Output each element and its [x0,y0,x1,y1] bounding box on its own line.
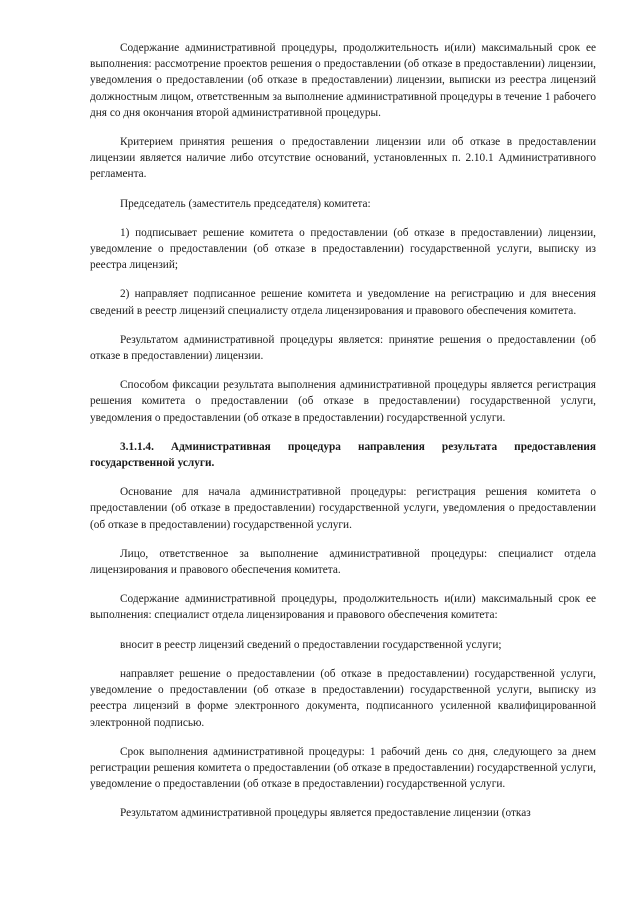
paragraph-decision-criterion: Критерием принятия решения о предоставлении лицензии или об отказе в предоставлении лицензии является наличие либо отсутствие оснований, установленных п. 2.10.1 Административного регламента. [90,136,596,181]
paragraph-responsible-person: Лицо, ответственное за выполнение административной процедуры: специалист отдела лицензирования и правового обеспечения комитета. [90,547,596,577]
paragraph-procedure-content-2: Содержание административной процедуры, продолжительность и(или) максимальный срок ее выполнения: специалист отдела лицензирования и правового обеспечения комитета: [90,593,596,622]
paragraph-deadline: Срок выполнения административной процедуры: 1 рабочий день со дня, следующего за днем регистрации решения комитета о предоставлении (об отказе в предоставлении) государственной услуги, уведомление о предоставлении (об отказе в предоставлении) государственной услуги. [90,745,596,791]
paragraph-chairman: Председатель (заместитель председателя) комитета: [120,197,371,210]
document-page [90,40,596,835]
paragraph-procedure-basis: Основание для начала административной процедуры: регистрация решения комитета о предоставлении (об отказе в предоставлении) государственной услуги, уведомления о предоставлении (об отказе в предоставлении) государственной услуги. [90,486,596,531]
paragraph-procedure-result: Результатом административной процедуры является: принятие решения о предоставлении (об отказе в предоставлении) лицензии. [90,333,596,363]
paragraph-chairman-item-1: 1) подписывает решение комитета о предоставлении (об отказе в предоставлении) лицензии, уведомление о предоставлении (об отказе в предоставлении) государственной услуги, выписку из реестра лицензий; [90,226,596,272]
paragraph-registry-entry: вносит в реестр лицензий сведений о предоставлении государственной услуги; [120,638,502,651]
paragraph-procedure-content: Содержание административной процедуры, продолжительность и(или) максимальный срок ее выполнения: рассмотрение проектов решения о предоставлении (об отказе в предоставлении) лицензии, уведомления о предоставлении (об отказе в предоставлении) лицензии, выписки из реестра лицензий должностным лицом, ответственным за выполнение административной процедуры в течение 1 рабочего дня со дня окончания второй административной процедуры. [90,42,596,119]
paragraph-result-recording: Способом фиксации результата выполнения административной процедуры является регистрация решения комитета о предоставлении (об отказе в предоставлении) государственной услуги, уведомления о предоставлении (об отказе в предоставлении) государственной услуги. [90,379,596,424]
section-heading: 3.1.1.4. Административная процедура направления результата предоставления государственной услуги. [90,440,596,470]
paragraph-send-decision: направляет решение о предоставлении (об отказе в предоставлении) государственной услуги, уведомление о предоставлении (об отказе в предоставлении) государственной услуги, выписку из реестра лицензий в форме электронного документа, подписанного усиленной квалифицированной электронной подписью. [90,667,596,729]
paragraph-final-result: Результатом административной процедуры является предоставление лицензии (отказ [120,807,531,820]
paragraph-chairman-item-2: 2) направляет подписанное решение комитета и уведомление на регистрацию и для внесения сведений в реестр лицензий специалисту отдела лицензирования и правового обеспечения комитета. [90,288,596,317]
